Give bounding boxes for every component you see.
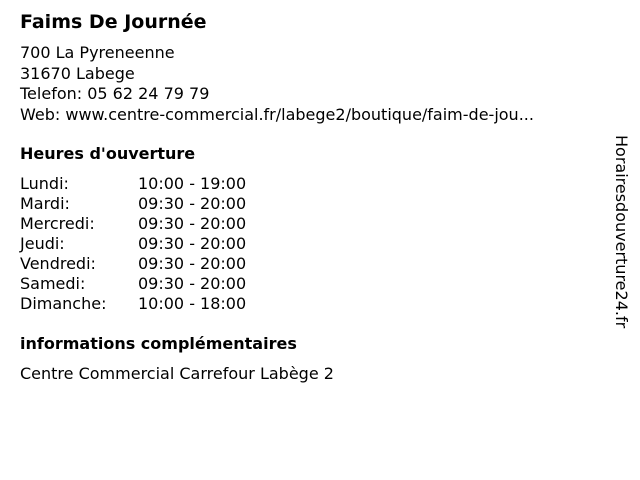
hours-row — [20, 214, 280, 234]
opening-hours-heading: Heures d'ouverture — [20, 144, 196, 163]
hours-day: Mercredi: — [20, 214, 95, 233]
hours-day: Mardi: — [20, 194, 70, 213]
hours-row — [20, 174, 280, 194]
hours-row — [20, 294, 280, 314]
store-name: Faims De Journée — [20, 11, 207, 33]
additional-info-text: Centre Commercial Carrefour Labège 2 — [20, 364, 334, 383]
website-link: Web: www.centre-commercial.fr/labege2/boutique/faim-de-jou... — [20, 104, 534, 124]
hours-row — [20, 254, 280, 274]
address-city: 31670 Labege — [20, 63, 135, 83]
site-watermark-text: Horairesdouverture24.fr — [612, 135, 631, 329]
hours-time: 09:30 - 20:00 — [138, 194, 247, 213]
hours-row — [20, 274, 280, 294]
hours-time: 09:30 - 20:00 — [138, 234, 247, 253]
hours-day: Lundi: — [20, 174, 69, 193]
hours-row — [20, 234, 280, 254]
hours-time: 10:00 - 19:00 — [138, 174, 247, 193]
hours-day: Dimanche: — [20, 294, 107, 313]
hours-day: Jeudi: — [20, 234, 65, 253]
phone-number: Telefon: 05 62 24 79 79 — [20, 84, 210, 103]
hours-day: Vendredi: — [20, 254, 96, 273]
hours-time: 10:00 - 18:00 — [138, 294, 247, 313]
address-street: 700 La Pyreneenne — [20, 43, 175, 62]
additional-info-heading: informations complémentaires — [20, 334, 297, 353]
hours-time: 09:30 - 20:00 — [138, 214, 247, 233]
store-address-block — [20, 43, 534, 125]
hours-row — [20, 194, 280, 214]
hours-time: 09:30 - 20:00 — [138, 254, 247, 273]
hours-day: Samedi: — [20, 274, 86, 293]
opening-hours-table — [20, 174, 280, 314]
hours-time: 09:30 - 20:00 — [138, 274, 247, 293]
